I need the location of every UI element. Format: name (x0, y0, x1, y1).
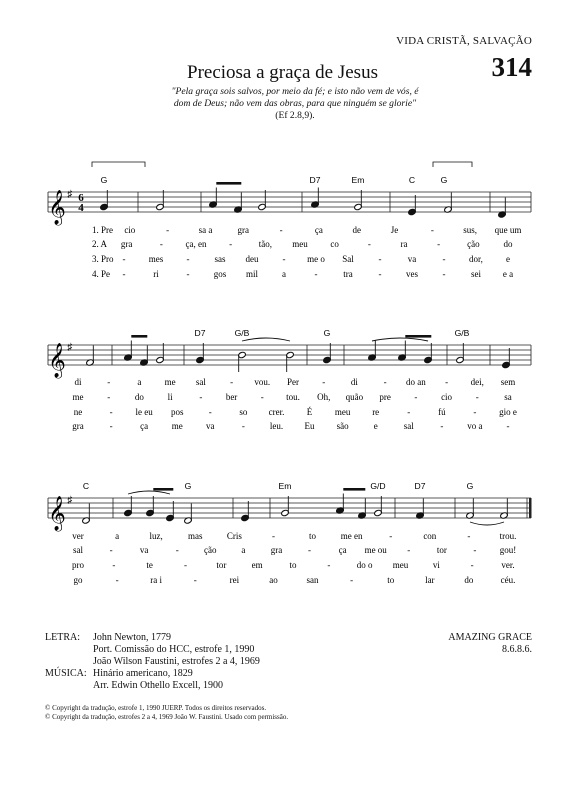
system-1-verse-4-syllable: mil (245, 269, 259, 279)
system-3-tie-slur (128, 491, 170, 494)
system-1-verse-3-syllable: e (506, 254, 510, 264)
system-3-chord-symbol: Em (278, 481, 292, 491)
system-2-verse-2-syllable: li (167, 392, 173, 402)
system-2-verse-3-syllable: É (306, 407, 313, 417)
system-1-verse-1-hyphen: - (430, 225, 434, 235)
system-1-verse-4-syllable: ves (406, 269, 418, 279)
system-2-verse-1-syllable: a (137, 377, 142, 387)
system-2-verse-3-hyphen: - (473, 407, 477, 417)
system-2-verse-4-hyphen: - (440, 421, 444, 431)
system-3-verse-1-syllable: me en (340, 531, 363, 541)
system-1-verse-3-hyphen: - (442, 254, 446, 264)
system-3-verse-4-hyphen: - (350, 575, 354, 585)
system-2-verse-3-syllable: re (372, 407, 380, 417)
system-2-verse-1-syllable: me (164, 377, 176, 387)
system-3-verse-4-hyphen: - (115, 575, 119, 585)
system-3-verse-2-syllable: a (241, 545, 246, 555)
system-2-beam (131, 335, 147, 338)
system-2-verse-2-hyphen: - (107, 392, 111, 402)
system-1-verse-2-syllable: ção (467, 239, 480, 249)
system-1-verse-1-hyphen: - (279, 225, 283, 235)
system-2-verse-2-syllable: cio (441, 392, 453, 402)
system-2-treble-clef-icon: 𝄞 (48, 344, 66, 377)
system-2-beam (405, 335, 431, 338)
system-1-verse-4-syllable: sei (471, 269, 481, 279)
system-1-verse-4-syllable: ri (153, 269, 159, 279)
tune-info (448, 632, 532, 656)
system-3-key-sharp-icon: ♯ (67, 495, 73, 506)
system-2-verse-3-hyphen: - (407, 407, 411, 417)
system-3-verse-1-hyphen: - (467, 531, 471, 541)
system-1-verse-2-syllable: meu (292, 239, 308, 249)
system-2-verse-2-hyphen: - (414, 392, 418, 402)
system-2-verse-3-syllable: fú (438, 407, 446, 417)
system-1-repeat-bracket (433, 162, 472, 167)
system-3-verse-3-syllable: do o (356, 560, 373, 570)
system-3-verse-2-syllable: gou! (499, 545, 517, 555)
system-2-verse-2-syllable: do (134, 392, 144, 402)
system-2-verse-1-hyphen: - (322, 377, 326, 387)
system-3-verse-3-syllable: ver. (501, 560, 515, 570)
epigraph-reference: (Ef 2.8,9). (275, 110, 315, 121)
system-2-verse-1-syllable: Per (287, 377, 299, 387)
system-2-verse-2-syllable: tou. (286, 392, 300, 402)
system-1-verse-2-syllable: gra (120, 239, 133, 249)
system-3-verse-3-hyphen: - (184, 560, 187, 570)
system-2-verse-4-hyphen: - (241, 421, 245, 431)
system-1-chord-symbol: D7 (309, 175, 321, 185)
system-2-key-sharp-icon: ♯ (67, 342, 73, 353)
system-3-verse-2-syllable: gra (270, 545, 283, 555)
system-2-verse-4-syllable: e (373, 421, 378, 431)
system-1-chord-symbol: Em (351, 175, 365, 185)
system-1-verse-2-syllable: ça, en (185, 239, 207, 249)
system-1-verse-3-hyphen: - (378, 254, 382, 264)
system-2-verse-1-syllable: vou. (254, 377, 271, 387)
system-2-verse-1-hyphen: - (445, 377, 449, 387)
system-3-verse-2-syllable: ção (204, 545, 217, 555)
hymn-title: Preciosa a graça de Jesus (187, 62, 378, 83)
system-1-verse-3-syllable: deu (245, 254, 259, 264)
system-2-verse-1-hyphen: - (383, 377, 387, 387)
system-3-verse-4-syllable: ao (269, 575, 278, 585)
system-1-verse-2-hyphen: - (437, 239, 441, 249)
system-1-key-sharp-icon: ♯ (67, 189, 73, 200)
system-1-verse-2-hyphen: - (159, 239, 163, 249)
system-1-verse-1-syllable: sa a (198, 225, 213, 235)
system-1-verse-3-hyphen: - (122, 254, 126, 264)
system-3-verse-2-syllable: va (139, 545, 149, 555)
system-3-chord-symbol: G (466, 481, 474, 491)
system-1-beam (216, 182, 241, 185)
system-1-verse-2-syllable: co (330, 239, 339, 249)
system-2-verse-2-hyphen: - (199, 392, 203, 402)
system-2-verse-1-hyphen: - (230, 377, 234, 387)
epigraph-line-2: dom de Deus; não vem das obras, para que ninguém se glorie" (173, 98, 417, 109)
system-3-verse-3-syllable: to (289, 560, 297, 570)
system-1-verse-2-syllable: ra (400, 239, 408, 249)
system-2-verse-3-syllable: so (239, 407, 248, 417)
copyright-line-1: © Copyright da tradução, estrofe 1, 1990 JUERP. Todos os direitos reservados. (45, 704, 267, 712)
system-2-verse-3-syllable: ne (73, 407, 83, 417)
system-2-verse-4-syllable: me (171, 421, 183, 431)
system-3-verse-2-hyphen: - (109, 545, 113, 555)
letra-label: LETRA: (45, 632, 80, 643)
system-2-verse-2-syllable: sa (504, 392, 512, 402)
system-2-verse-3-hyphen: - (208, 407, 212, 417)
system-3-verse-1-syllable: Cris (226, 531, 242, 541)
system-2-verse-1-syllable: dei, (470, 377, 484, 387)
system-3-verse-3-syllable: tor (216, 560, 227, 570)
system-1-verse-1-syllable: Je (390, 225, 399, 235)
hymn-number: 314 (491, 52, 532, 82)
system-1-verse-2-syllable: do (503, 239, 513, 249)
system-1-verse-4-hyphen: - (122, 269, 126, 279)
system-2-verse-2-hyphen: - (475, 392, 479, 402)
system-2-verse-4-hyphen: - (506, 421, 510, 431)
system-3-verse-4-syllable: do (464, 575, 474, 585)
system-2-verse-3-syllable: le eu (135, 407, 153, 417)
system-1-verse-3-hyphen: - (282, 254, 286, 264)
system-3-verse-2-syllable: ça (338, 545, 347, 555)
system-2-verse-3-syllable: meu (334, 407, 351, 417)
system-3-verse-3-syllable: em (251, 560, 263, 570)
tune-meter: 8.6.8.6. (502, 644, 532, 655)
system-3-verse-2-hyphen: - (473, 545, 477, 555)
system-2-verse-1-hyphen: - (107, 377, 111, 387)
system-2-verse-3-hyphen: - (109, 407, 113, 417)
system-3-verse-2-hyphen: - (308, 545, 312, 555)
system-2-verse-4-syllable: leu. (269, 421, 284, 431)
system-3-tie-slur (470, 522, 504, 525)
system-1-verse-3-syllable: dor, (469, 254, 483, 264)
system-3-chord-symbol: D7 (414, 481, 426, 491)
system-2-verse-2-hyphen: - (260, 392, 264, 402)
system-1-verse-3-syllable: 3. Pro (92, 254, 114, 264)
system-1-verse-4-syllable: a (282, 269, 286, 279)
system-2-chord-symbol: G/B (454, 328, 470, 338)
system-2-tie-slur (242, 338, 290, 341)
letra-translation-2: João Wilson Faustini, estrofes 2 a 4, 1969 (93, 656, 260, 667)
system-1-verse-3-syllable: va (407, 254, 417, 264)
system-2-verse-2-syllable: pre (379, 392, 391, 402)
letra-translation-1: Port. Comissão do HCC, estrofe 1, 1990 (93, 644, 255, 655)
system-1-verse-2-hyphen: - (229, 239, 233, 249)
system-3-verse-1-hyphen: - (389, 531, 393, 541)
system-1-chord-symbol: C (408, 175, 416, 185)
system-1-verse-2-syllable: tão, (258, 239, 272, 249)
system-2-tie-slur (372, 338, 428, 341)
system-2-verse-3-syllable: crer. (268, 407, 285, 417)
system-1-verse-1-syllable: sus, (463, 225, 478, 235)
system-3-chord-symbol: G/D (370, 481, 386, 491)
system-1-verse-4-hyphen: - (378, 269, 382, 279)
system-3-verse-2-syllable: me ou (364, 545, 387, 555)
system-1-treble-clef-icon: 𝄞 (48, 191, 66, 224)
copyright-notice (45, 704, 288, 722)
time-signature-top: 6 (78, 192, 84, 204)
system-3-verse-3-hyphen: - (327, 560, 331, 570)
time-signature-bottom: 4 (78, 202, 84, 214)
system-3-verse-1-syllable: mas (188, 531, 203, 541)
system-2-verse-4-syllable: são (336, 421, 349, 431)
system-2-verse-3-syllable: pos (170, 407, 184, 417)
system-2-verse-1-syllable: sem (500, 377, 516, 387)
system-1-verse-4-hyphen: - (314, 269, 318, 279)
system-3-verse-4-syllable: rei (229, 575, 240, 585)
system-2-chord-symbol: G (323, 328, 331, 338)
system-3-final-barline-thick (529, 498, 532, 518)
system-3-verse-4-syllable: san (306, 575, 319, 585)
system-3-verse-4-syllable: lar (425, 575, 435, 585)
system-2-chord-symbol: G/B (234, 328, 250, 338)
system-1-chord-symbol: G (440, 175, 448, 185)
system-2-verse-4-syllable: sal (403, 421, 414, 431)
copyright-line-2: © Copyright da tradução, estrofes 2 a 4, 1969 João W. Faustini. Usado com permissão. (45, 713, 289, 721)
system-1-repeat-bracket (92, 162, 145, 167)
system-2-verse-4-hyphen: - (109, 421, 113, 431)
system-3-beam (153, 488, 173, 491)
system-3-verse-3-syllable: vi (432, 560, 440, 570)
system-3-verse-3-hyphen: - (470, 560, 474, 570)
musica-source: Hinário americano, 1829 (93, 668, 193, 679)
system-1-verse-3-syllable: sas (214, 254, 226, 264)
system-3-verse-1-syllable: to (309, 531, 317, 541)
system-2-verse-2-syllable: ber (225, 392, 238, 402)
system-3-verse-3-syllable: pro (72, 560, 84, 570)
system-3-beam (343, 488, 365, 491)
system-3-verse-1-syllable: trou. (499, 531, 517, 541)
system-1-verse-2-hyphen: - (367, 239, 371, 249)
system-1-verse-4-syllable: gos (213, 269, 227, 279)
system-3-verse-1-syllable: con (423, 531, 437, 541)
system-1-verse-4-syllable: tra (343, 269, 353, 279)
letra-author: John Newton, 1779 (93, 632, 172, 643)
system-3-verse-1-syllable: luz, (149, 531, 163, 541)
system-1-verse-1-syllable: de (352, 225, 361, 235)
system-2-verse-4-syllable: va (206, 421, 215, 431)
system-2-verse-2-syllable: Oh, (317, 392, 331, 402)
system-3-treble-clef-icon: 𝄞 (48, 497, 66, 530)
system-1-verse-3-syllable: mes (148, 254, 164, 264)
system-3-verse-4-syllable: ra i (150, 575, 163, 585)
system-3-verse-1-syllable: ver (72, 531, 84, 541)
system-2-verse-1-syllable: sal (195, 377, 206, 387)
system-2-chord-symbol: D7 (194, 328, 206, 338)
system-3-verse-4-syllable: go (73, 575, 83, 585)
system-2-verse-1-syllable: do an (405, 377, 426, 387)
tune-name: AMAZING GRACE (448, 632, 532, 643)
system-2-verse-1-syllable: di (74, 377, 82, 387)
system-1-verse-1-hyphen: - (166, 225, 170, 235)
credits-block (45, 632, 260, 692)
musica-label: MÚSICA: (45, 668, 87, 679)
system-2-verse-2-syllable: me (72, 392, 84, 402)
system-3-chord-symbol: G (184, 481, 192, 491)
system-3-verse-3-hyphen: - (112, 560, 116, 570)
system-1-verse-1-syllable: gra (237, 225, 250, 235)
system-3-verse-1-syllable: a (115, 531, 120, 541)
system-3-verse-1-hyphen: - (271, 531, 275, 541)
system-3-verse-3-syllable: meu (392, 560, 409, 570)
system-1-verse-1-syllable: ça (314, 225, 323, 235)
system-1-verse-3-hyphen: - (186, 254, 190, 264)
system-3-verse-3-syllable: te (146, 560, 153, 570)
system-2-verse-4-syllable: Eu (304, 421, 315, 431)
system-2-verse-4-syllable: gra (72, 421, 84, 431)
system-3-verse-4-hyphen: - (193, 575, 197, 585)
system-3-verse-2-syllable: sal (73, 545, 83, 555)
system-1-verse-3-syllable: me o (307, 254, 325, 264)
system-2-verse-2-syllable: quão (345, 392, 364, 402)
system-1-verse-1-syllable: 1. Pre (92, 225, 113, 235)
system-3-verse-2-hyphen: - (175, 545, 179, 555)
system-1-verse-1-syllable: cio (124, 225, 136, 235)
system-1-chord-symbol: G (100, 175, 108, 185)
system-3-verse-2-hyphen: - (407, 545, 411, 555)
system-1-verse-4-hyphen: - (186, 269, 190, 279)
system-2-verse-3-syllable: gio e (499, 407, 517, 417)
system-1-verse-4-syllable: e a (502, 269, 514, 279)
system-3-chord-symbol: C (82, 481, 90, 491)
hymn-category: VIDA CRISTÃ, SALVAÇÃO (396, 35, 532, 47)
system-2-verse-1-syllable: di (350, 377, 358, 387)
system-1-verse-3-syllable: Sal (342, 254, 354, 264)
system-1-verse-1-syllable: que um (494, 225, 522, 235)
system-2-verse-4-syllable: vo a (467, 421, 483, 431)
system-1-verse-4-hyphen: - (442, 269, 446, 279)
system-1-verse-2-syllable: 2. A (92, 239, 108, 249)
system-2-verse-4-syllable: ça (140, 421, 149, 431)
system-3-verse-2-syllable: tor (436, 545, 447, 555)
system-1-verse-4-syllable: 4. Pe (92, 269, 110, 279)
musica-arranger: Arr. Edwin Othello Excell, 1900 (93, 680, 223, 691)
epigraph-line-1: "Pela graça sois salvos, por meio da fé; e isto não vem de vós, é (171, 86, 419, 97)
system-3-verse-4-syllable: to (387, 575, 395, 585)
system-3-verse-4-syllable: céu. (500, 575, 516, 585)
